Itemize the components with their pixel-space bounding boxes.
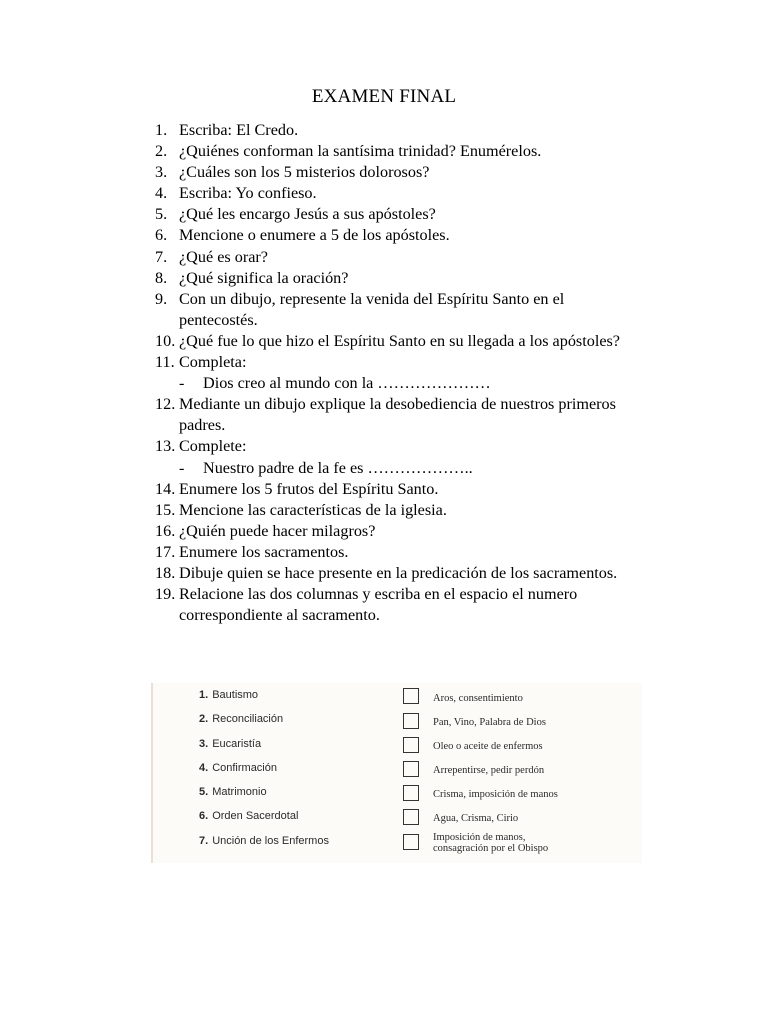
question-text: Enumere los sacramentos.	[179, 542, 349, 561]
sacrament-item	[199, 785, 329, 809]
question-item	[155, 479, 625, 500]
question-number: 9.	[155, 289, 168, 308]
question-item	[155, 268, 625, 289]
description-text: Pan, Vino, Palabra de Dios	[433, 717, 546, 728]
question-text: Mencione las características de la iglesia.	[179, 500, 447, 519]
question-text: Con un dibujo, represente la venida del Espíritu Santo en el pentecostés.	[179, 289, 565, 329]
sacrament-item	[199, 737, 329, 761]
description-text: Arrepentirse, pedir perdón	[433, 765, 545, 776]
answer-box[interactable]	[403, 737, 419, 753]
sacrament-number: 6.	[199, 810, 209, 823]
answer-box[interactable]	[403, 785, 419, 801]
fill-in-line	[155, 373, 625, 394]
sacrament-name: Eucaristía	[212, 737, 262, 750]
question-number: 16.	[155, 521, 176, 540]
question-number: 3.	[155, 163, 168, 182]
sacrament-name: Matrimonio	[212, 786, 267, 799]
sacrament-number: 5.	[199, 786, 209, 799]
sacrament-number: 2.	[199, 713, 209, 726]
answer-box[interactable]	[403, 713, 419, 729]
question-text: Enumere los 5 frutos del Espíritu Santo.	[179, 479, 439, 498]
question-text: ¿Cuáles son los 5 misterios dolorosos?	[179, 163, 430, 182]
question-item	[155, 204, 625, 225]
sacrament-item	[199, 712, 329, 736]
fill-in-text: Nuestro padre de la fe es ………………..	[203, 458, 473, 477]
sacrament-list	[199, 688, 329, 858]
sacrament-number: 7.	[199, 834, 209, 847]
question-number: 2.	[155, 142, 168, 161]
answer-box[interactable]	[403, 688, 419, 704]
question-text: Relacione las dos columnas y escriba en el espacio el numero correspondiente al sacramento.	[179, 585, 578, 625]
question-item	[155, 500, 625, 521]
question-text: ¿Qué les encargo Jesús a sus apóstoles?	[179, 205, 436, 224]
exam-title: EXAMEN FINAL	[311, 86, 457, 107]
question-item	[155, 436, 625, 457]
description-text: Agua, Crisma, Cirio	[433, 813, 519, 824]
sacrament-number: 4.	[199, 761, 209, 774]
question-text: Escriba: El Credo.	[179, 121, 299, 139]
question-item	[155, 183, 625, 204]
answer-box[interactable]	[403, 809, 419, 825]
question-item	[155, 289, 625, 331]
sacrament-item	[199, 809, 329, 833]
question-item	[155, 162, 625, 183]
fill-in-line	[155, 458, 625, 479]
dash-marker: -	[179, 374, 185, 393]
question-text: Mencione o enumere a 5 de los apóstoles.	[179, 226, 450, 245]
question-number: 13.	[155, 437, 176, 456]
question-number: 7.	[155, 247, 168, 266]
answer-box[interactable]	[403, 834, 419, 850]
question-list	[155, 120, 625, 626]
question-text: ¿Qué fue lo que hizo el Espíritu Santo en su llegada a los apóstoles?	[179, 331, 620, 350]
question-number: 18.	[155, 563, 176, 582]
description-text: Aros, consentimiento	[433, 693, 523, 704]
question-item	[155, 521, 625, 542]
sacrament-number: 1.	[199, 689, 209, 701]
description-text: Crisma, imposición de manos	[433, 789, 558, 800]
question-item	[155, 120, 625, 141]
description-text: Imposición de manos, consagración por el Obispo	[433, 832, 549, 854]
question-text: Completa:	[179, 353, 247, 372]
sacrament-number: 3.	[199, 737, 209, 750]
question-text: Complete:	[179, 437, 247, 456]
answer-box[interactable]	[403, 761, 419, 777]
question-item	[155, 584, 625, 626]
sacrament-name: Bautismo	[212, 689, 259, 701]
question-number: 1.	[155, 121, 168, 139]
matching-table-image	[151, 683, 642, 863]
question-item	[155, 394, 625, 436]
question-number: 12.	[155, 395, 176, 414]
question-item	[155, 563, 625, 584]
question-number: 5.	[155, 205, 168, 224]
scan-edge	[151, 683, 153, 863]
sacrament-name: Orden Sacerdotal	[212, 810, 299, 823]
sacrament-name: Confirmación	[212, 761, 277, 774]
question-text: ¿Quién puede hacer milagros?	[179, 521, 376, 540]
question-item	[155, 331, 625, 352]
question-item	[155, 352, 625, 373]
question-number: 4.	[155, 184, 168, 203]
question-item	[155, 247, 625, 268]
fill-in-text: Dios creo al mundo con la …………………	[203, 374, 491, 393]
sacrament-item	[199, 761, 329, 785]
question-number: 10.	[155, 331, 176, 350]
question-text: ¿Qué es orar?	[179, 247, 268, 266]
sacrament-item	[199, 834, 329, 858]
sacrament-name: Reconciliación	[212, 713, 284, 726]
question-text: Escriba: Yo confieso.	[179, 184, 317, 203]
sacrament-item	[199, 688, 329, 712]
question-item	[155, 141, 625, 162]
dash-marker: -	[179, 458, 185, 477]
question-number: 17.	[155, 542, 176, 561]
question-item	[155, 225, 625, 246]
sacrament-name: Unción de los Enfermos	[212, 834, 329, 847]
question-number: 15.	[155, 500, 176, 519]
question-text: Mediante un dibujo explique la desobediencia de nuestros primeros padres.	[179, 395, 616, 435]
question-number: 8.	[155, 268, 168, 287]
question-text: ¿Qué significa la oración?	[179, 268, 349, 287]
question-number: 6.	[155, 226, 168, 245]
description-text: Oleo o aceite de enfermos	[433, 741, 543, 752]
question-item	[155, 542, 625, 563]
question-number: 11.	[155, 353, 175, 372]
question-number: 19.	[155, 585, 176, 604]
question-number: 14.	[155, 479, 176, 498]
question-text: ¿Quiénes conforman la santísima trinidad? Enumérelos.	[179, 142, 542, 161]
question-text: Dibuje quien se hace presente en la predicación de los sacramentos.	[179, 563, 618, 582]
